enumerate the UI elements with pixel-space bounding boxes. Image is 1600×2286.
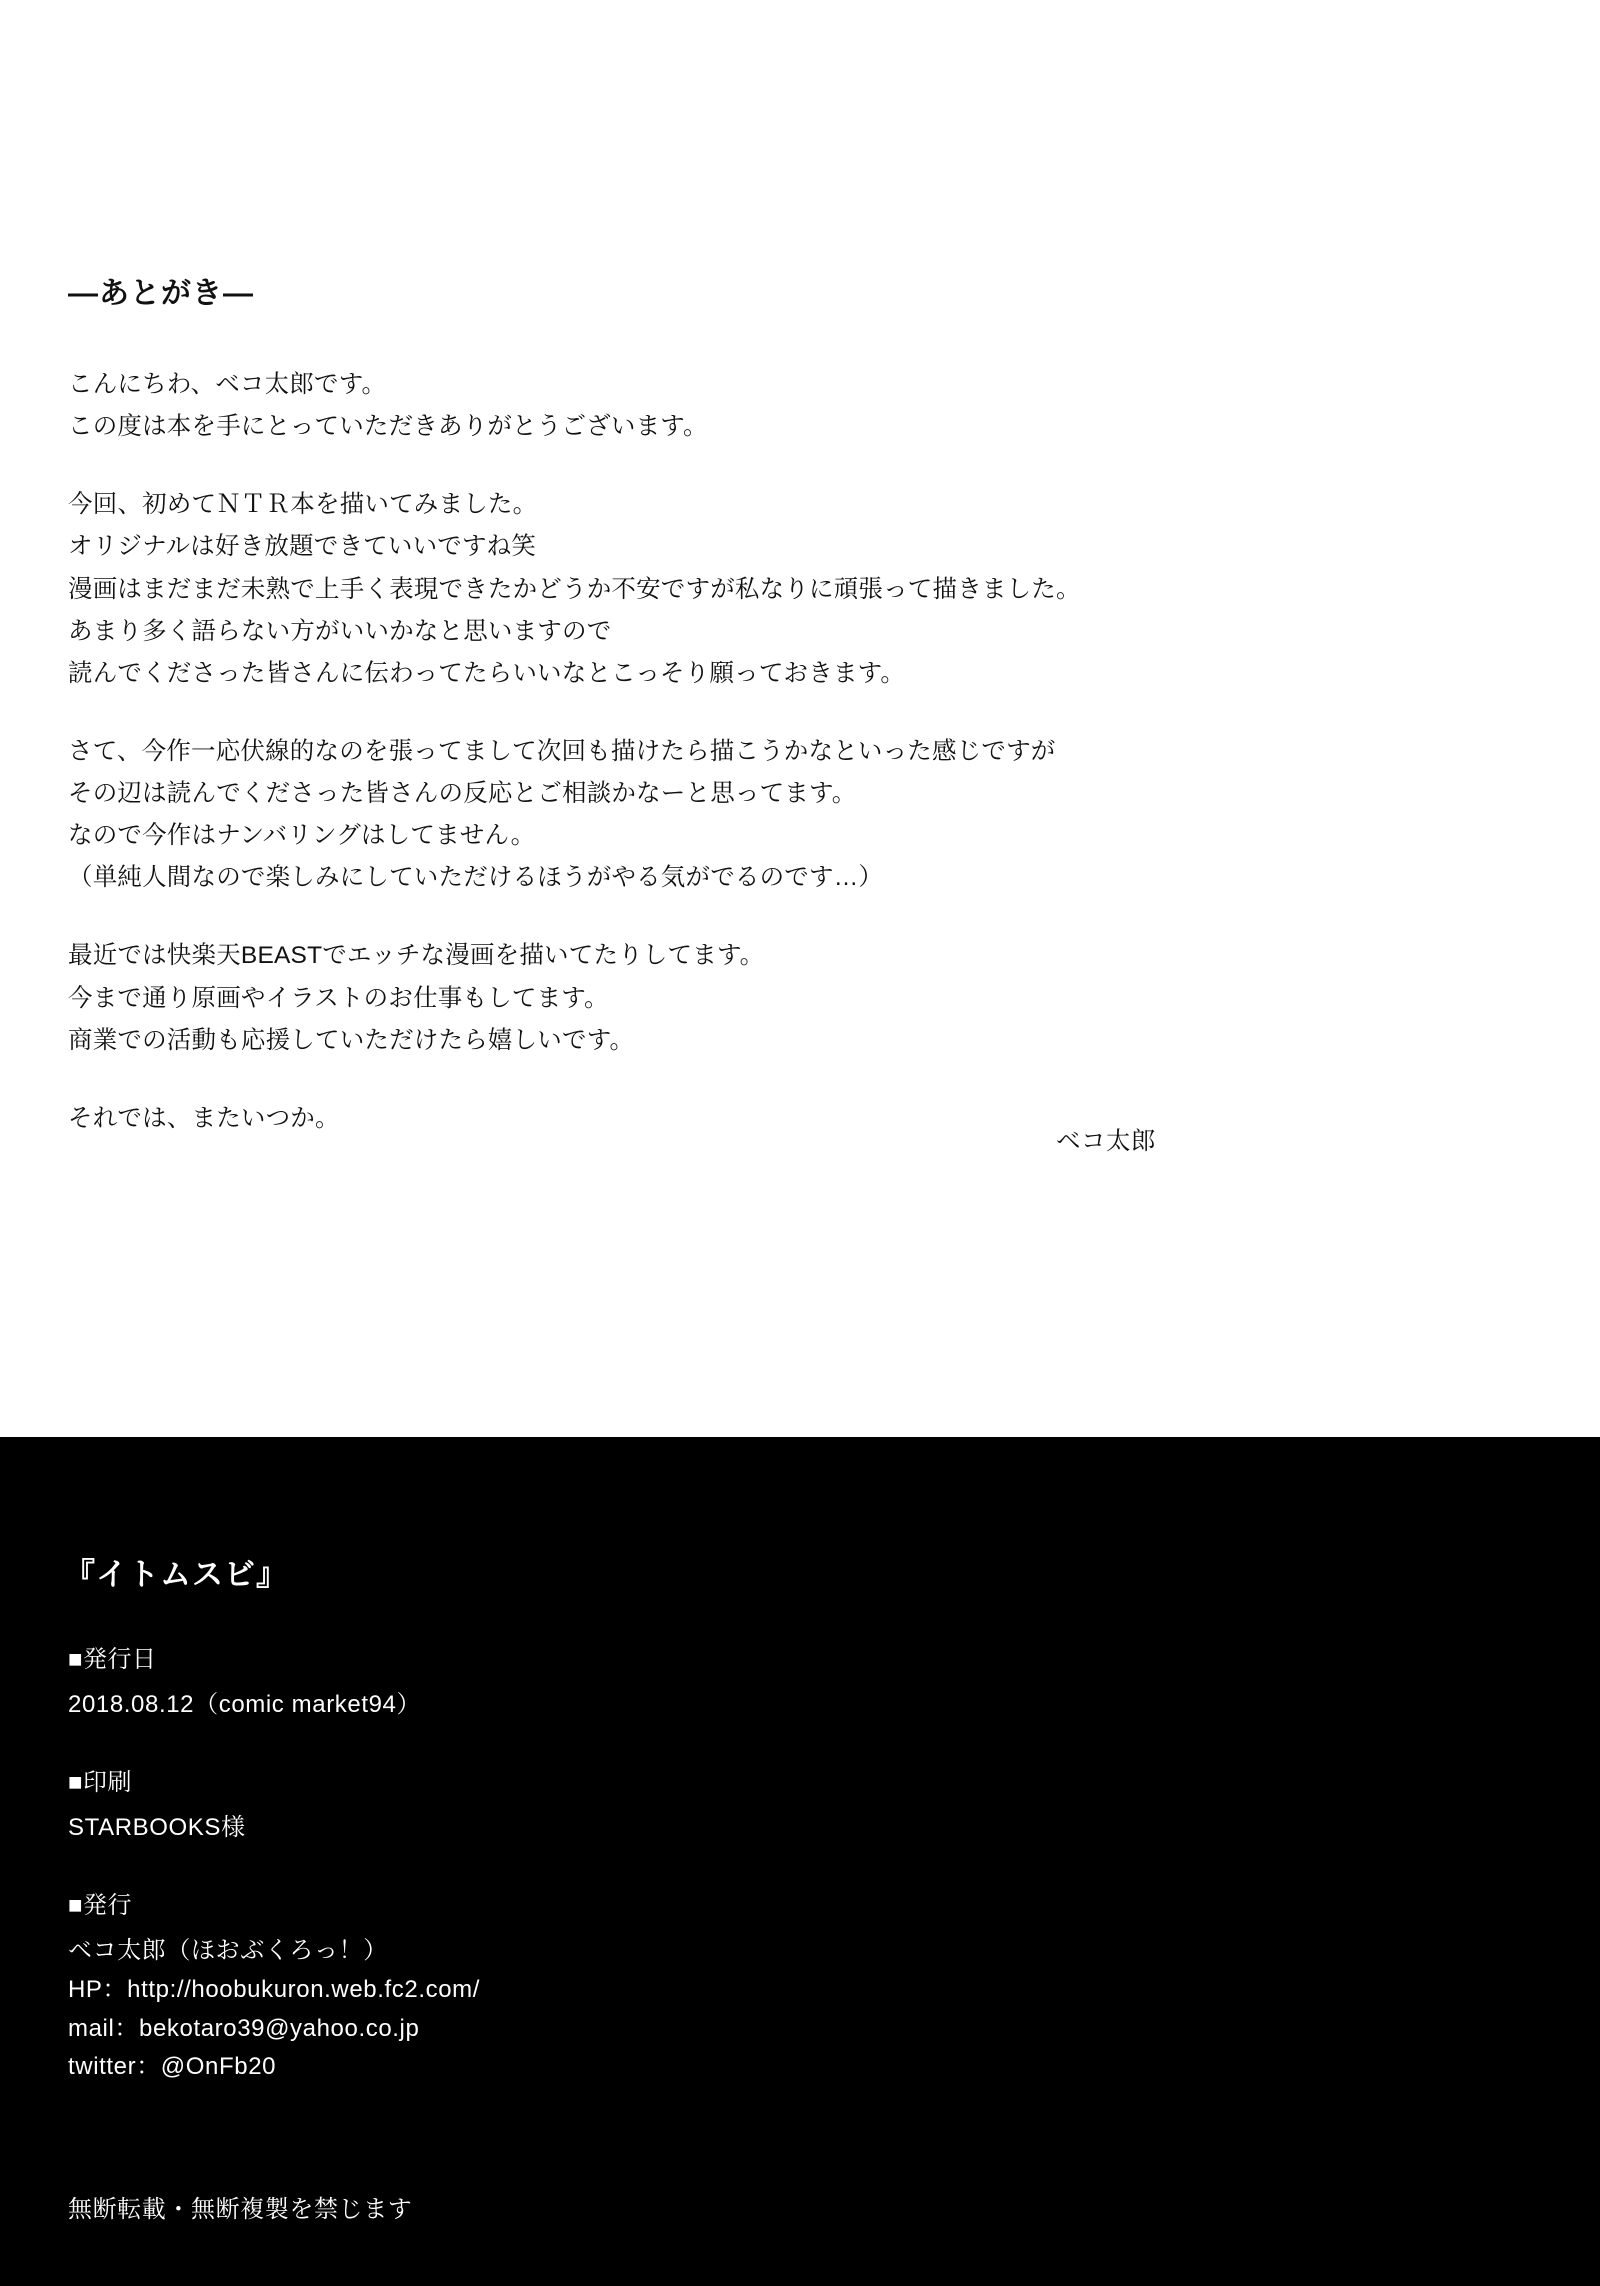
afterword-line: オリジナルは好き放題できていいですね笑	[68, 533, 537, 561]
afterword-line: あまり多く語らない方がいいかなと思いますので	[68, 617, 612, 645]
afterword-line: その辺は読んでくださった皆さんの反応とご相談かなーと思ってます。	[68, 780, 857, 807]
publication-date-value: 2018.08.12（comic market94）	[68, 1691, 422, 1718]
afterword-line: 今回、初めてＮＴＲ本を描いてみました。	[68, 491, 538, 519]
afterword-paragraph	[68, 364, 1528, 448]
afterword-line: 読んでくださった皆さんに伝わってたらいいなとこっそり願っておきます。	[68, 659, 906, 687]
afterword-paragraph	[68, 484, 1528, 695]
colophon-block-publisher	[68, 1888, 1508, 2088]
colophon-panel	[0, 1437, 1600, 2286]
afterword-line: この度は本を手にとっていただきありがとうございます。	[68, 413, 708, 441]
afterword-line: なので今作はナンバリングはしてません。	[68, 822, 536, 850]
colophon-block-publication-date	[68, 1642, 1508, 1725]
afterword-line: 今まで通り原画やイラストのお仕事もしてます。	[68, 984, 609, 1012]
afterword-line: （単純人間なので楽しみにしていただけるほうがやる気がでるのです…）	[68, 864, 884, 892]
afterword-line: さて、今作一応伏線的なのを張ってまして次回も描けたら描こうかなといった感じですが	[68, 737, 1056, 765]
twitter-handle[interactable]: twitter：@OnFb20	[68, 2053, 277, 2081]
mail-address[interactable]: mail：bekotaro39@yahoo.co.jp	[68, 2014, 420, 2042]
block-heading: ■印刷	[68, 1768, 132, 1796]
printer-value: STARBOOKS様	[68, 1813, 246, 1841]
block-heading: ■発行	[68, 1891, 132, 1919]
author-signature: ベコ太郎	[1056, 1128, 1156, 1155]
colophon-content	[68, 1642, 1508, 2127]
copyright-notice: 無断転載・無断複製を禁じます	[68, 2196, 413, 2223]
homepage-url[interactable]: HP：http://hoobukuron.web.fc2.com/	[68, 1975, 481, 2003]
publisher-circle-value: ベコ太郎（ほおぶくろっ！）	[68, 1936, 388, 1964]
afterword-paragraph	[68, 731, 1528, 900]
block-heading: ■発行日	[68, 1646, 157, 1673]
book-title: 『イトムスビ』	[64, 1557, 288, 1592]
afterword-line: 最近では快楽天BEASTでエッチな漫画を描いてたりしてます。	[68, 942, 765, 970]
afterword-content	[68, 276, 1528, 1140]
afterword-title: ―あとがき―	[68, 277, 254, 310]
afterword-line: それでは、またいつか。	[68, 1104, 340, 1132]
afterword-line: 商業での活動も応援していただけたら嬉しいです。	[68, 1026, 635, 1054]
afterword-paragraph	[68, 935, 1528, 1061]
afterword-line: こんにちわ、ベコ太郎です。	[68, 371, 387, 398]
colophon-block-printing	[68, 1765, 1508, 1848]
afterword-line: 漫画はまだまだ未熟で上手く表現できたかどうか不安ですが私なりに頑張って描きました。	[68, 575, 1081, 603]
